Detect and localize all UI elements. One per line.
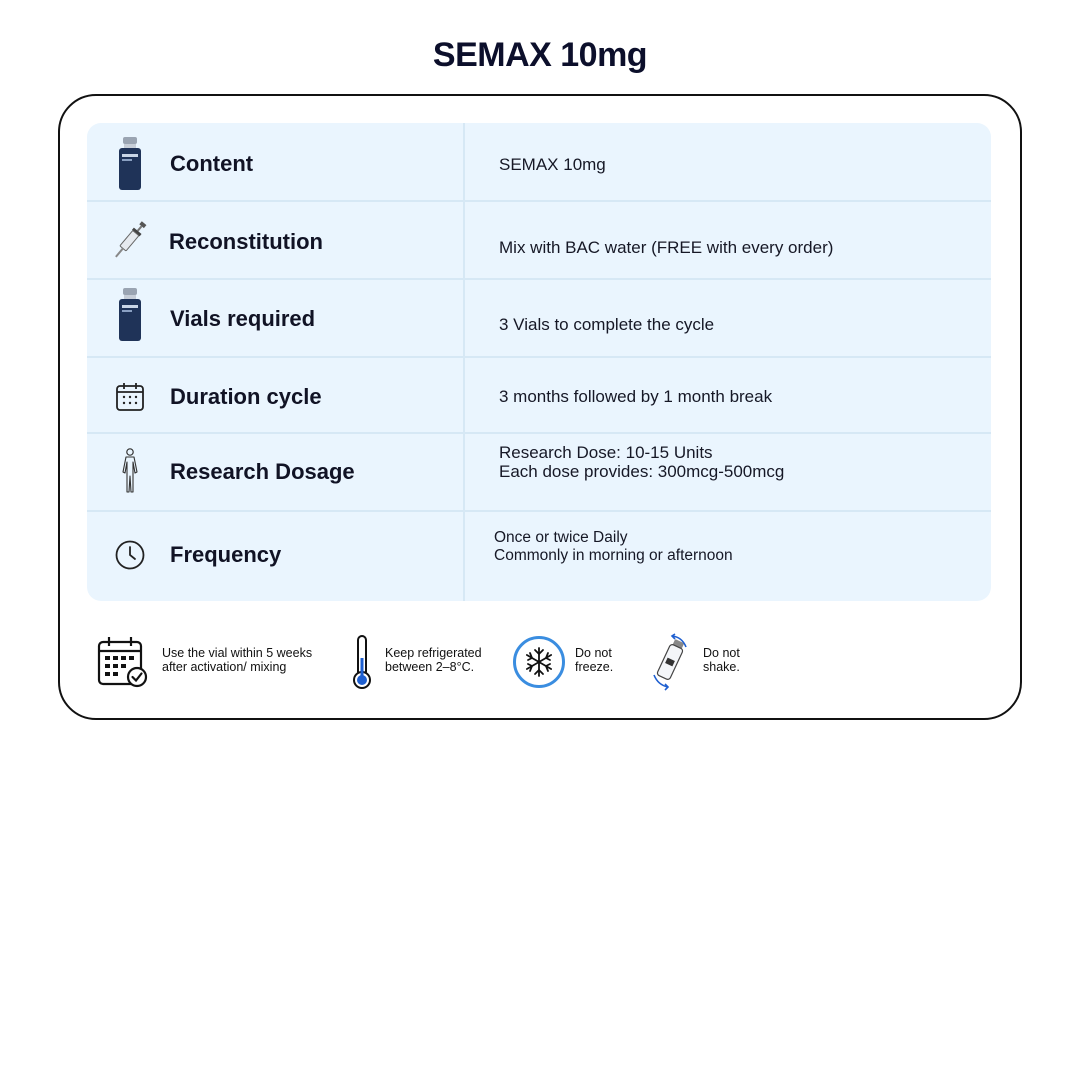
row-value: Once or twice Daily Commonly in morning or afternoon bbox=[494, 529, 733, 564]
row-value: 3 Vials to complete the cycle bbox=[499, 315, 715, 334]
row-label: Vials required bbox=[170, 306, 316, 331]
syringe-icon bbox=[109, 216, 151, 264]
note-text: Keep refrigerated between 2–8°C. bbox=[385, 646, 482, 674]
table-row-frequency bbox=[87, 512, 991, 601]
note-text: Do not freeze. bbox=[575, 646, 614, 674]
table-row-research-dosage bbox=[87, 434, 991, 512]
row-value: 3 months followed by 1 month break bbox=[499, 387, 773, 406]
table-row-duration-cycle bbox=[87, 358, 991, 434]
row-value: Research Dose: 10-15 Units Each dose provides: 300mcg-500mcg bbox=[499, 443, 785, 481]
row-label: Frequency bbox=[170, 542, 282, 567]
row-label: Reconstitution bbox=[169, 229, 323, 254]
vial-icon bbox=[109, 288, 151, 342]
snowflake-icon bbox=[512, 635, 566, 694]
table-row-content bbox=[87, 123, 991, 202]
calendar-icon bbox=[109, 382, 151, 412]
table-row-reconstitution bbox=[87, 202, 991, 280]
row-value: SEMAX 10mg bbox=[499, 155, 606, 174]
note-text: Use the vial within 5 weeks after activation/ mixing bbox=[162, 646, 313, 674]
table-row-vials-required bbox=[87, 280, 991, 358]
row-label: Research Dosage bbox=[170, 459, 355, 484]
row-label: Content bbox=[170, 151, 254, 176]
vial-icon bbox=[109, 137, 151, 191]
row-label: Duration cycle bbox=[170, 384, 322, 409]
human-body-icon bbox=[109, 448, 151, 494]
row-value: Mix with BAC water (FREE with every order) bbox=[499, 238, 834, 257]
info-table bbox=[87, 123, 991, 601]
clock-icon bbox=[109, 539, 151, 571]
page-title: SEMAX 10mg bbox=[432, 36, 648, 74]
note-text: Do not shake. bbox=[703, 646, 740, 674]
thermometer-icon bbox=[350, 634, 374, 695]
calendar-check-icon bbox=[97, 636, 149, 693]
shake-vial-icon bbox=[648, 633, 692, 696]
